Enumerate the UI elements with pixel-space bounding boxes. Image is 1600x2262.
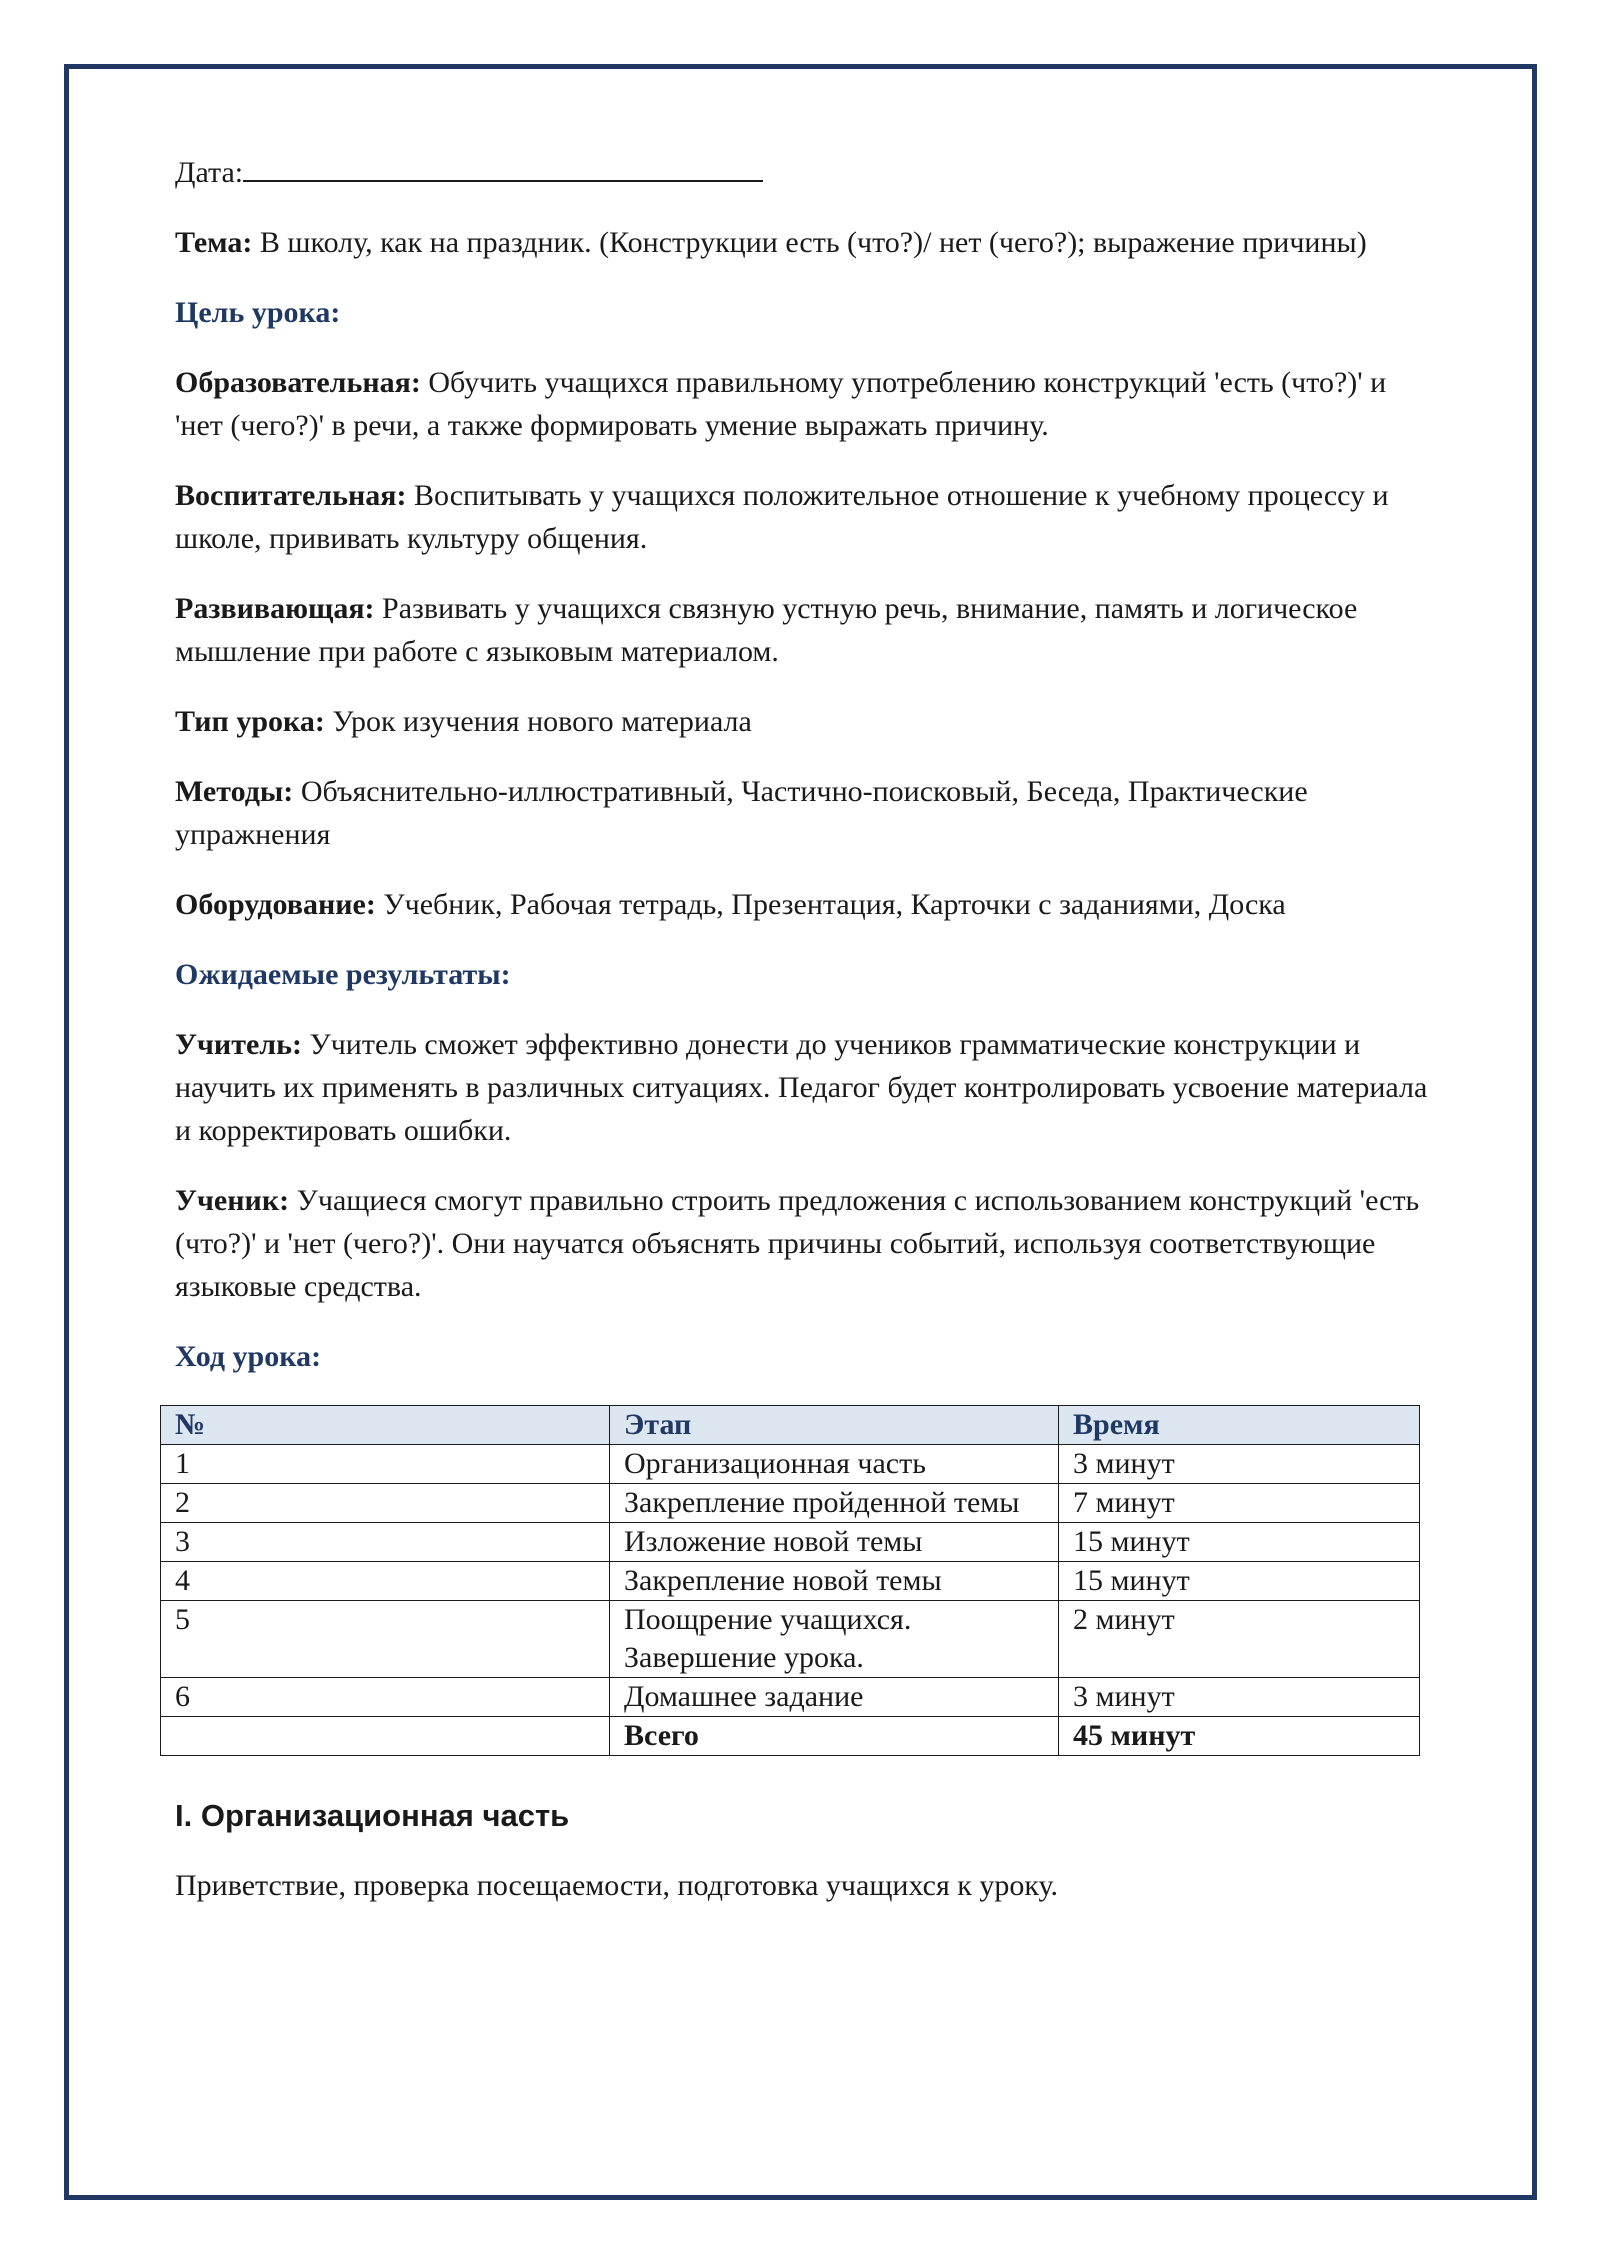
methods-label: Методы: — [175, 775, 294, 808]
header-time: Время — [1059, 1406, 1420, 1445]
date-blank — [243, 150, 763, 182]
cell-total-label: Всего — [610, 1717, 1059, 1756]
result-text: Учитель сможет эффективно донести до учеников грамматические конструкции и научить их применять в различных ситуациях. Педагог будет контролировать усвоение материала и корректировать ошибки. — [175, 1028, 1428, 1147]
section-text: Приветствие, проверка посещаемости, подготовка учащихся к уроку. — [175, 1869, 1058, 1902]
result-label: Учитель: — [175, 1028, 302, 1061]
equipment-text: Учебник, Рабочая тетрадь, Презентация, Карточки с заданиями, Доска — [375, 888, 1286, 921]
cell-stage: Изложение новой темы — [610, 1523, 1059, 1562]
topic-label: Тема: — [175, 226, 253, 259]
methods — [175, 770, 1435, 856]
cell-number: 6 — [161, 1678, 610, 1717]
cell-number — [161, 1717, 610, 1756]
cell-time: 2 минут — [1059, 1601, 1420, 1678]
lesson-type-text: Урок изучения нового материала — [324, 705, 752, 738]
cell-stage: Закрепление пройденной темы — [610, 1484, 1059, 1523]
cell-time: 3 минут — [1059, 1445, 1420, 1484]
results-heading: Ожидаемые результаты: — [175, 958, 511, 991]
goal-developing — [175, 587, 1435, 673]
cell-stage: Закрепление новой темы — [610, 1562, 1059, 1601]
cell-number: 4 — [161, 1562, 610, 1601]
table-row — [161, 1601, 1420, 1678]
goal-text: Воспитывать у учащихся положительное отношение к учебному процессу и школе, прививать культуру общения. — [175, 479, 1389, 555]
cell-time: 15 минут — [1059, 1523, 1420, 1562]
table-total-row — [161, 1717, 1420, 1756]
document-body — [175, 150, 1435, 1934]
result-text: Учащиеся смогут правильно строить предложения с использованием конструкций 'есть (что?)' и 'нет (чего?)'. Они научатся объяснять причины событий, используя соответствующие языковые средства. — [175, 1184, 1420, 1303]
course-heading: Ход урока: — [175, 1340, 322, 1373]
table-row — [161, 1562, 1420, 1601]
cell-stage: Домашнее задание — [610, 1678, 1059, 1717]
date-label: Дата: — [175, 156, 244, 189]
goal-label: Образовательная: — [175, 366, 421, 399]
table-row — [161, 1484, 1420, 1523]
cell-number: 1 — [161, 1445, 610, 1484]
section-title: I. Организационная часть — [175, 1798, 570, 1833]
header-stage: Этап — [610, 1406, 1059, 1445]
cell-number: 3 — [161, 1523, 610, 1562]
cell-number: 5 — [161, 1601, 610, 1678]
goal-educational — [175, 361, 1435, 447]
result-label: Ученик: — [175, 1184, 290, 1217]
table-row — [161, 1678, 1420, 1717]
table-row — [161, 1445, 1420, 1484]
topic — [175, 221, 1435, 264]
equipment-label: Оборудование: — [175, 888, 376, 921]
equipment — [175, 883, 1435, 926]
goal-upbringing — [175, 474, 1435, 560]
goal-label: Развивающая: — [175, 592, 375, 625]
header-number: № — [161, 1406, 610, 1445]
table-header-row — [161, 1406, 1420, 1445]
cell-time: 15 минут — [1059, 1562, 1420, 1601]
cell-stage: Организационная часть — [610, 1445, 1059, 1484]
result-teacher — [175, 1023, 1435, 1152]
cell-number: 2 — [161, 1484, 610, 1523]
goal-text: Обучить учащихся правильному употреблению конструкций 'есть (что?)' и 'нет (чего?)' в речи, а также формировать умение выражать причину. — [175, 366, 1387, 442]
lesson-type — [175, 700, 1435, 743]
lesson-plan-table — [160, 1405, 1420, 1756]
goal-label: Воспитательная: — [175, 479, 407, 512]
cell-stage: Поощрение учащихся. Завершение урока. — [610, 1601, 1059, 1678]
topic-text: В школу, как на праздник. (Конструкции есть (что?)/ нет (чего?); выражение причины) — [252, 226, 1367, 259]
methods-text: Объяснительно-иллюстративный, Частично-поисковый, Беседа, Практические упражнения — [175, 775, 1308, 851]
date-line — [175, 150, 1435, 194]
cell-time: 3 минут — [1059, 1678, 1420, 1717]
goal-heading: Цель урока: — [175, 296, 341, 329]
result-student — [175, 1179, 1435, 1308]
cell-time: 7 минут — [1059, 1484, 1420, 1523]
cell-total-time: 45 минут — [1059, 1717, 1420, 1756]
lesson-type-label: Тип урока: — [175, 705, 325, 738]
goal-text: Развивать у учащихся связную устную речь, внимание, память и логическое мышление при работе с языковым материалом. — [175, 592, 1358, 668]
table-row — [161, 1523, 1420, 1562]
